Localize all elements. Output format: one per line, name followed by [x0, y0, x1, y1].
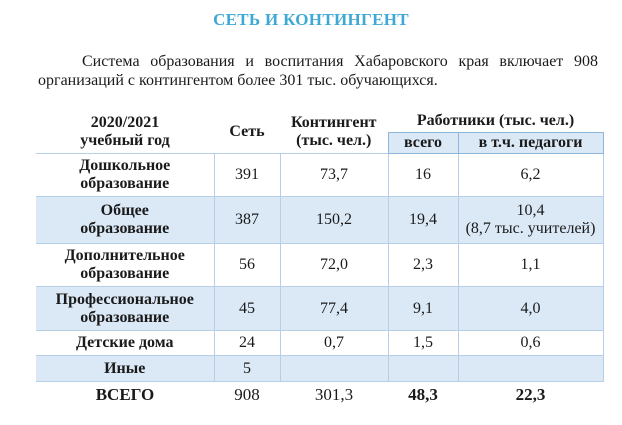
- row-label: Общее образование: [36, 197, 214, 244]
- row-label: Дошкольное образование: [36, 154, 214, 197]
- total-contingent: 301,3: [314, 385, 354, 404]
- cell-teachers: 6,2: [458, 154, 603, 197]
- cell-network: 5: [214, 356, 280, 382]
- cell-teachers: 10,4 (8,7 тыс. учителей): [458, 197, 603, 244]
- header-workers-teachers: в т.ч. педагоги: [458, 133, 603, 154]
- header-network: Сеть: [229, 122, 265, 140]
- total-label: ВСЕГО: [95, 385, 155, 404]
- cell-teachers: 1,1: [458, 244, 603, 287]
- page-title: СЕТЬ И КОНТИНГЕНТ: [213, 10, 409, 29]
- cell-teachers: 4,0: [458, 287, 603, 331]
- cell-network: 56: [214, 244, 280, 287]
- cell-teachers: [458, 356, 603, 382]
- cell-network: 24: [214, 331, 280, 356]
- table-row: [36, 331, 603, 356]
- header-workers: Работники (тыс. чел.): [416, 112, 575, 129]
- header-year: 2020/2021 учебный год: [80, 113, 170, 149]
- header-workers-total: всего: [388, 133, 458, 154]
- cell-contingent: 73,7: [280, 154, 388, 197]
- cell-workers-total: [388, 356, 458, 382]
- cell-contingent: 0,7: [280, 331, 388, 356]
- table-row: [36, 197, 603, 244]
- row-label: Иные: [36, 356, 214, 382]
- total-network: 908: [234, 385, 260, 404]
- total-teachers: 22,3: [515, 385, 546, 404]
- total-row: [36, 382, 603, 409]
- row-label: Профессиональное образование: [36, 287, 214, 331]
- table-header-row: [36, 110, 603, 133]
- cell-workers-total: 9,1: [388, 287, 458, 331]
- cell-workers-total: 1,5: [388, 331, 458, 356]
- statistics-table: [36, 110, 604, 408]
- table-row: [36, 287, 603, 331]
- total-workers: 48,3: [408, 385, 438, 404]
- intro-paragraph: Система образования и воспитания Хабаровского края включает 908 организаций с контингентом более 301 тыс. обучающихся.: [38, 53, 598, 89]
- table-row: [36, 244, 603, 287]
- cell-network: 391: [214, 154, 280, 197]
- table-row: [36, 154, 603, 197]
- cell-teachers: 0,6: [458, 331, 603, 356]
- cell-contingent: 72,0: [280, 244, 388, 287]
- row-label: Детские дома: [36, 331, 214, 356]
- cell-workers-total: 2,3: [388, 244, 458, 287]
- row-label: Дополнительное образование: [36, 244, 214, 287]
- header-contingent: Контингент (тыс. чел.): [290, 113, 377, 149]
- cell-contingent: [280, 356, 388, 382]
- cell-workers-total: 19,4: [388, 197, 458, 244]
- cell-contingent: 150,2: [280, 197, 388, 244]
- cell-network: 387: [214, 197, 280, 244]
- cell-workers-total: 16: [388, 154, 458, 197]
- cell-contingent: 77,4: [280, 287, 388, 331]
- cell-network: 45: [214, 287, 280, 331]
- table-row: [36, 356, 603, 382]
